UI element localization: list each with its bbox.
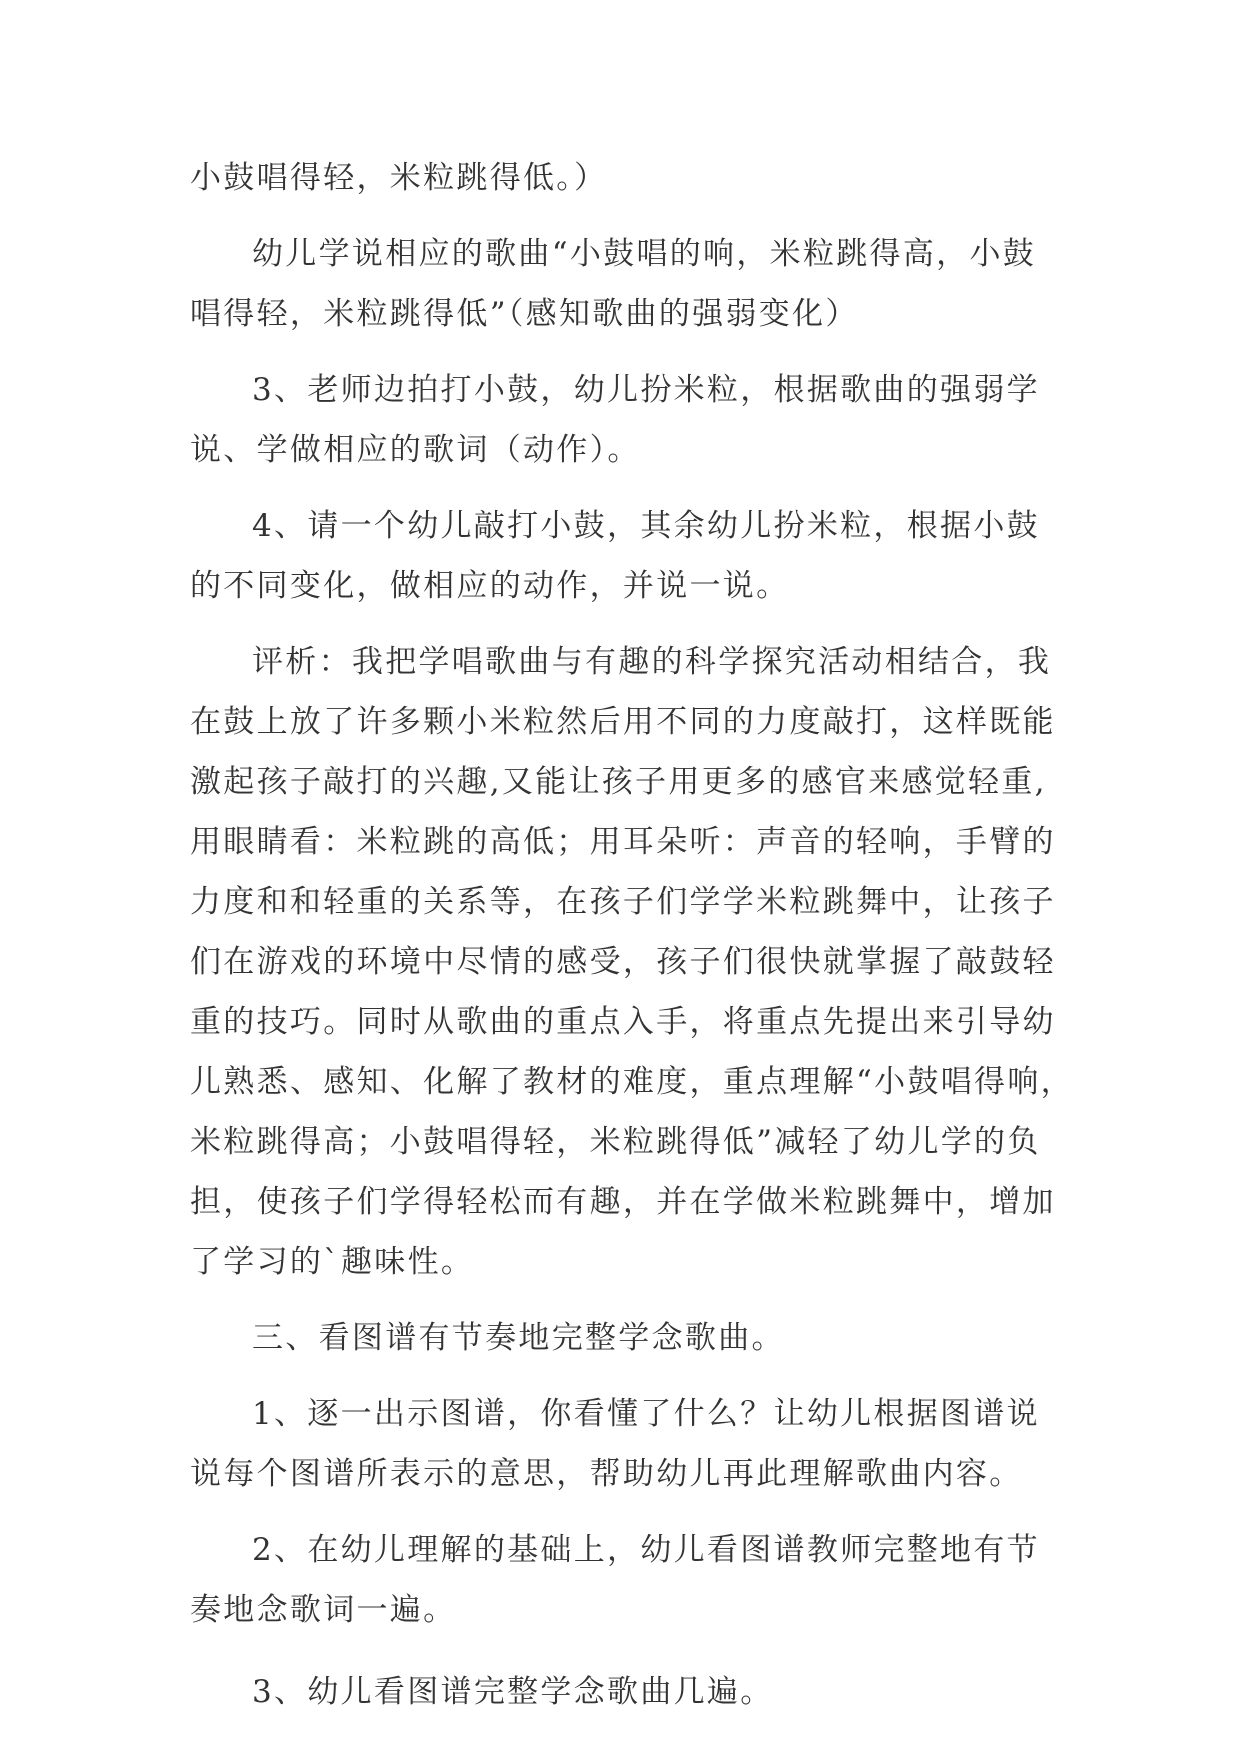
paragraph-start-line: 4、请一个幼儿敲打小鼓，其余幼儿扮米粒，根据小鼓 (252, 508, 1040, 544)
paragraph-start-line: 3、幼儿看图谱完整学念歌曲几遍。 (252, 1674, 774, 1710)
text-line: 说每个图谱所表示的意思，帮助幼儿再此理解歌曲内容。 (190, 1456, 1023, 1492)
text-line: 重的技巧。同时从歌曲的重点入手，将重点先提出来引导幼 (190, 1004, 1056, 1040)
paragraph-start-line: 2、在幼儿理解的基础上，幼儿看图谱教师完整地有节 (252, 1532, 1040, 1568)
text-line: 在鼓上放了许多颗小米粒然后用不同的力度敲打，这样既能 (190, 704, 1056, 740)
text-line: 了学习的`趣味性。 (190, 1244, 475, 1280)
text-line: 用眼睛看：米粒跳的高低；用耳朵听：声音的轻响，手臂的 (190, 824, 1056, 860)
text-line: 力度和和轻重的关系等，在孩子们学学米粒跳舞中，让孩子 (190, 884, 1056, 920)
text-line: 儿熟悉、感知、化解了教材的难度，重点理解“小鼓唱得响， (190, 1064, 1074, 1100)
paragraph-start-line: 评析：我把学唱歌曲与有趣的科学探究活动相结合，我 (252, 644, 1052, 680)
text-line: 说、学做相应的歌词（动作）。 (190, 432, 641, 468)
text-line: 唱得轻，米粒跳得低”（感知歌曲的强弱变化） (190, 296, 859, 332)
text-line: 的不同变化，做相应的动作，并说一说。 (190, 568, 790, 604)
text-line: 米粒跳得高；小鼓唱得轻，米粒跳得低”减轻了幼儿学的负 (190, 1124, 1041, 1160)
text-line: 担，使孩子们学得轻松而有趣，并在学做米粒跳舞中，增加 (190, 1184, 1056, 1220)
text-line: 们在游戏的环境中尽情的感受，孩子们很快就掌握了敲鼓轻 (190, 944, 1056, 980)
text-line: 奏地念歌词一遍。 (190, 1592, 457, 1628)
paragraph-start-line: 1、逐一出示图谱，你看懂了什么？让幼儿根据图谱说 (252, 1396, 1040, 1432)
text-line: 小鼓唱得轻，米粒跳得低。） (190, 160, 608, 196)
text-line: 激起孩子敲打的兴趣,又能让孩子用更多的感官来感觉轻重, (190, 764, 1047, 800)
paragraph-start-line: 3、老师边拍打小鼓，幼儿扮米粒，根据歌曲的强弱学 (252, 372, 1040, 408)
section-heading: 三、看图谱有节奏地完整学念歌曲。 (252, 1320, 785, 1356)
paragraph-start-line: 幼儿学说相应的歌曲“小鼓唱的响，米粒跳得高，小鼓 (252, 236, 1037, 272)
body-text (190, 148, 1074, 1722)
